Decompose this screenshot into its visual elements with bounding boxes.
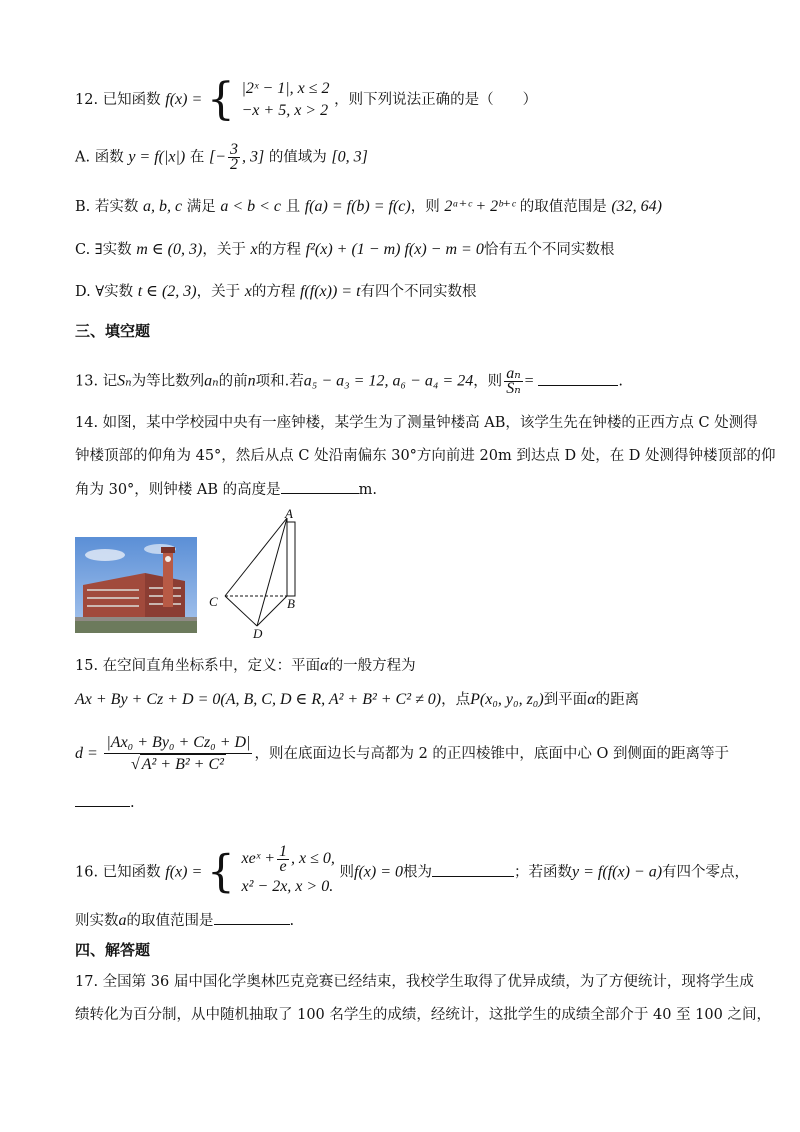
q13-answer-blank[interactable] xyxy=(538,371,618,386)
q15-line4: . xyxy=(75,792,135,813)
q15-line1: 15. 在空间直角坐标系中，定义：平面α的一般方程为 xyxy=(75,657,416,674)
line-CD xyxy=(225,596,257,626)
label-B: B xyxy=(287,596,295,611)
clock-tower-photo xyxy=(75,537,197,633)
q14-line2: 钟楼顶部的仰角为 45°，然后从点 C 处沿南偏东 30°方向前进 20m 到达点 D 处，在 D 处测得钟楼顶部的仰 xyxy=(75,448,776,464)
q12-option-c: C. ∃实数 m ∈ (0, 3)，关于 x的方程 f²(x) + (1 − m) f(x) − m = 0恰有五个不同实数根 xyxy=(75,241,615,258)
line-AD xyxy=(257,518,287,626)
label-C: C xyxy=(209,594,218,609)
q12-option-d: D. ∀实数 t ∈ (2, 3)，关于 x的方程 f(f(x)) = t有四个不同实数根 xyxy=(75,283,477,300)
q17-line1: 17. 全国第 36 届中国化学奥林匹克竞赛已经结束，我校学生取得了优异成绩，为了方便统计，现将学生成 xyxy=(75,974,754,990)
q14-line3: 角为 30°，则钟楼 AB 的高度是 m. xyxy=(75,479,377,500)
q13: 13. 记Sₙ为等比数列aₙ的前n项和.若a₅ − a₃ = 12, a₆ − a₄ = 24，则 $\frac{\text{aₙ}}{\text{Sₙ}}$ = . xyxy=(75,365,623,397)
q12-option-b: B. 若实数 a, b, c 满足 a < b < c 且 f(a) = f(b) = f(c)，则 2ᵃ⁺ᶜ + 2ᵇ⁺ᶜ 的取值范围是 (32, 64) xyxy=(75,198,662,215)
geometry-figure xyxy=(205,508,315,640)
q12-option-a: A. 函数 y = f(|x|) 在 [− $\frac{3}{2}$ , 3] 的值域为 [0, 3] xyxy=(75,141,368,173)
q12-piecewise: |2ˣ − 1|, x ≤ 2 −x + 5, x > 2 xyxy=(241,80,330,119)
q14-line1: 14. 如图，某中学校园中央有一座钟楼，某学生为了测量钟楼高 AB，该学生先在钟楼的正西方点 C 处测得 xyxy=(75,415,758,431)
line-AC xyxy=(225,518,287,596)
q15-answer-blank[interactable] xyxy=(75,792,130,807)
tower-outline xyxy=(287,522,295,596)
q12-fx: f(x) = xyxy=(165,91,203,108)
q16-line2: 则实数a的取值范围是 . xyxy=(75,912,295,929)
section-heading-solutions: 四、解答题 xyxy=(75,941,151,959)
label-D: D xyxy=(253,626,263,640)
q16-piecewise: xeˣ + $\frac{1}{e}$ , x ≤ 0, x² − 2x, x > 0. xyxy=(241,843,335,895)
q16-answer-blank-1[interactable] xyxy=(432,862,514,877)
q13-fraction: $\frac{\text{aₙ}}{\text{Sₙ}}$ xyxy=(506,365,521,397)
q12-stem: 12. 已知函数 f(x) = { |2ˣ − 1|, x ≤ 2 −x + 5, x > 2 ，则下列说法正确的是（ ） xyxy=(75,74,538,125)
q14-answer-blank[interactable] xyxy=(281,479,359,494)
q15-line3: d = $\frac{\text{|Ax₀ + By₀ + Cz₀ + D|}}{\text{√ A² + B² + C²}}$ ，则在底面边长与高都为 2 的正四棱锥中，底面中心 O 到侧面的距离等于 xyxy=(75,734,730,773)
q16-line1: 16. 已知函数 f(x) = { xeˣ + $\frac{1}{e}$ , x ≤ 0, x² − 2x, x > 0. 则f(x) = 0根为 ；若函数y = f(f(x) − a)有四个零点， xyxy=(75,845,749,900)
q15-distance-fraction: $\frac{\text{|Ax₀ + By₀ + Cz₀ + D|}}{\text{√ A² + B² + C²}}$ xyxy=(106,734,251,773)
label-A: A xyxy=(285,508,293,521)
section-heading-fill-blank: 三、填空题 xyxy=(75,322,151,340)
q12-brace: { xyxy=(206,74,235,125)
q16-answer-blank-2[interactable] xyxy=(214,910,290,925)
q17-line2: 绩转化为百分制，从中随机抽取了 100 名学生的成绩，经统计，这批学生的成绩全部介于 40 至 100 之间， xyxy=(75,1007,771,1023)
q15-line2: Ax + By + Cz + D = 0(A, B, C, D ∈ R, A² + B² + C² ≠ 0)，点P(x₀, y₀, z₀)到平面α的距离 xyxy=(75,691,640,708)
